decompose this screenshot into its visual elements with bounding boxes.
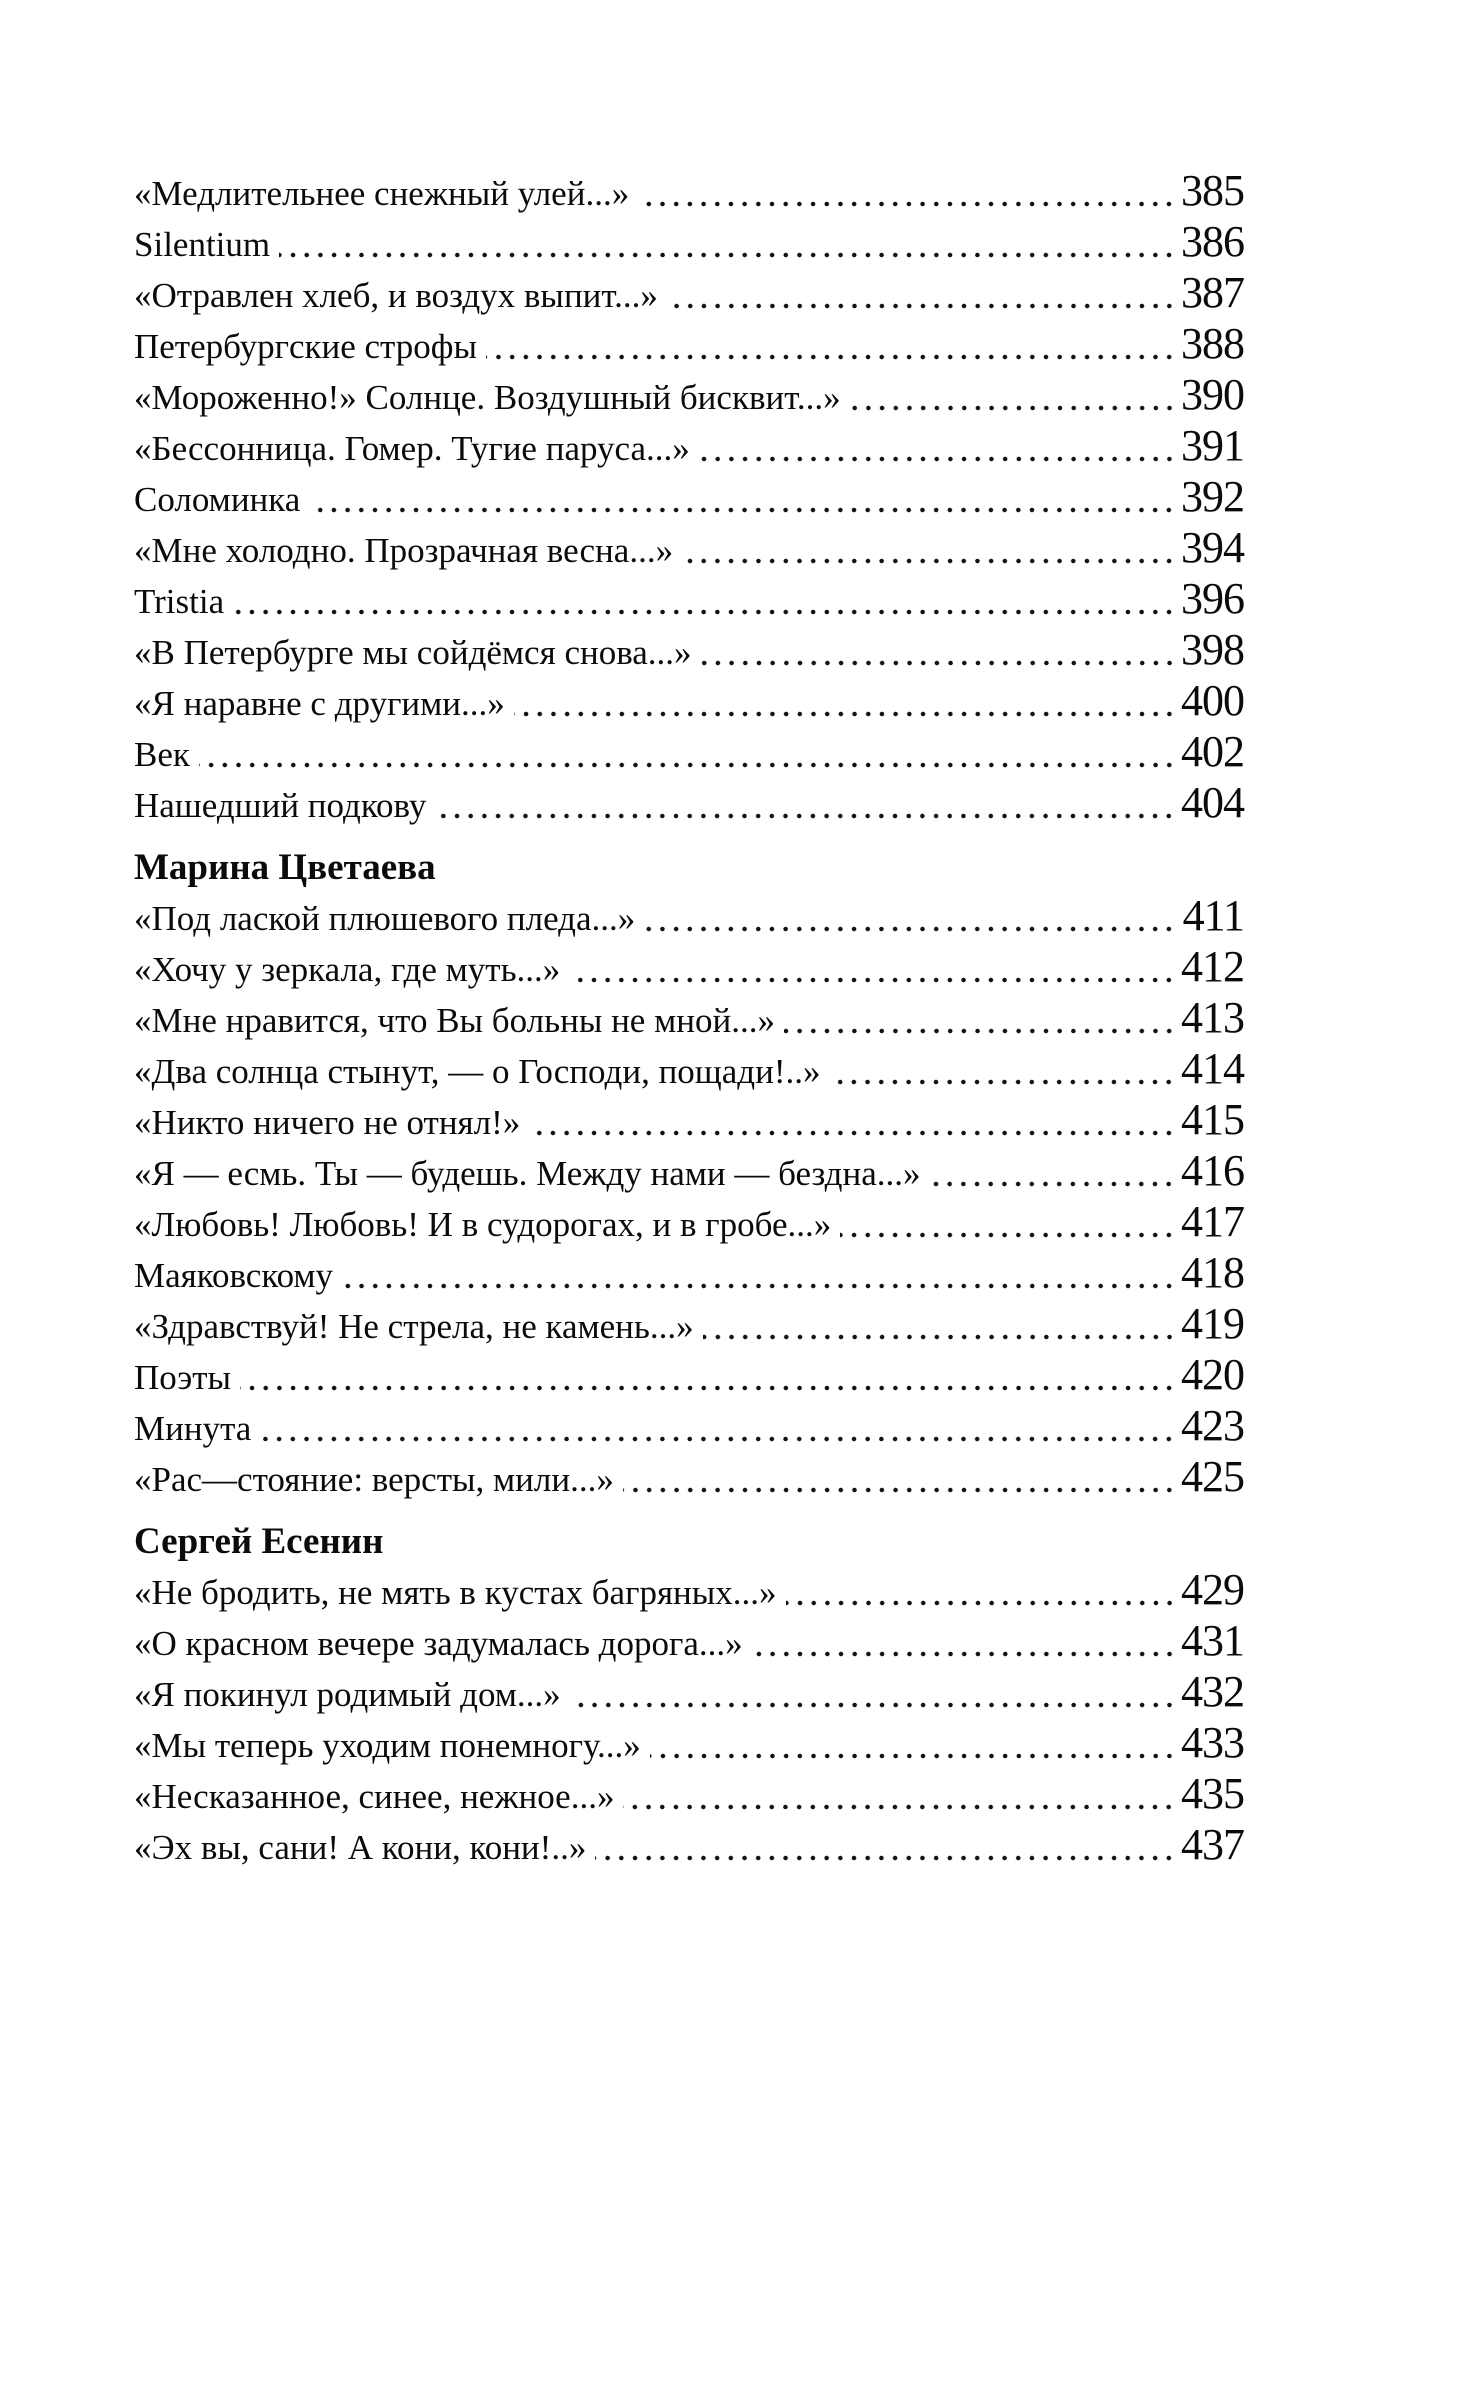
- toc-entry-page-number: 423: [1181, 1401, 1244, 1450]
- dot-leader: [784, 994, 1178, 1045]
- toc-entry-title: «Рас—стояние: версты, мили...»: [134, 1460, 614, 1499]
- dot-leader: [829, 1045, 1178, 1096]
- toc-entry: [134, 422, 1244, 473]
- toc-entry-page-number: 420: [1181, 1350, 1244, 1399]
- toc-entry: [134, 1566, 1244, 1617]
- dot-leader: [570, 1668, 1178, 1719]
- dot-leader: [703, 1300, 1178, 1351]
- toc-entry-title: Петербургские строфы: [134, 327, 477, 366]
- toc-entry-title: «Я покинул родимый дом...»: [134, 1675, 561, 1714]
- section-heading: Сергей Есенин: [134, 1521, 384, 1562]
- dot-leader: [199, 728, 1178, 779]
- dot-leader: [850, 371, 1178, 422]
- dot-leader: [682, 524, 1178, 575]
- section-heading: Марина Цветаева: [134, 847, 436, 888]
- toc-entry: [134, 1249, 1244, 1300]
- toc-entry-page-number: 415: [1181, 1095, 1244, 1144]
- toc-entry-page-number: 435: [1181, 1769, 1244, 1818]
- toc-entry-page-number: 414: [1181, 1044, 1244, 1093]
- toc-entry: [134, 473, 1244, 524]
- toc-entry-title: «Я — есмь. Ты — будешь. Между нами — бездна...»: [134, 1154, 921, 1193]
- toc-entry: [134, 626, 1244, 677]
- toc-entry: [134, 1821, 1244, 1872]
- dot-leader: [840, 1198, 1178, 1249]
- toc-entry-title: «Хочу у зеркала, где муть...»: [134, 950, 561, 989]
- toc-entry-title: «Мы теперь уходим понемногу...»: [134, 1726, 641, 1765]
- toc-entry-page-number: 398: [1181, 625, 1244, 674]
- dot-leader: [529, 1096, 1178, 1147]
- toc-entry: [134, 1719, 1244, 1770]
- toc-entry-title: «Я наравне с другими...»: [134, 684, 505, 723]
- toc-entry: [134, 1300, 1244, 1351]
- toc-entry-title: Минута: [134, 1409, 252, 1448]
- toc-entry-title: «Любовь! Любовь! И в судорогах, и в гробе...»: [134, 1205, 832, 1244]
- dot-leader: [514, 677, 1178, 728]
- toc-entry-title: «Бессонница. Гомер. Тугие паруса...»: [134, 429, 690, 468]
- toc-entry-page-number: 418: [1181, 1248, 1244, 1297]
- toc-entry-page-number: 404: [1181, 778, 1244, 827]
- toc-entry: [134, 1770, 1244, 1821]
- dot-leader: [260, 1402, 1178, 1453]
- toc-entry-title: «Мне холодно. Прозрачная весна...»: [134, 531, 674, 570]
- toc-entry: [134, 167, 1244, 218]
- dot-leader: [699, 422, 1178, 473]
- dot-leader: [569, 943, 1178, 994]
- toc-entry-page-number: 402: [1181, 727, 1244, 776]
- toc-entry-title: «Никто ничего не отнял!»: [134, 1103, 521, 1142]
- toc-entry-page-number: 417: [1181, 1197, 1244, 1246]
- dot-leader: [623, 1453, 1178, 1504]
- dot-leader: [701, 626, 1178, 677]
- toc-entry-page-number: 416: [1181, 1146, 1244, 1195]
- toc-entry-page-number: 400: [1181, 676, 1244, 725]
- toc-entry: [134, 218, 1244, 269]
- toc-entry: [134, 943, 1244, 994]
- dot-leader: [650, 1719, 1178, 1770]
- toc-entry-page-number: 432: [1181, 1667, 1244, 1716]
- toc-entry-title: «Медлительнее снежный улей...»: [134, 174, 630, 213]
- dot-leader: [752, 1617, 1178, 1668]
- dot-leader: [309, 473, 1178, 524]
- toc-entry-title: Маяковскому: [134, 1256, 334, 1295]
- toc-entry-page-number: 413: [1181, 993, 1244, 1042]
- toc-entry: [134, 728, 1244, 779]
- toc-entry: [134, 1617, 1244, 1668]
- toc-entry-page-number: 419: [1181, 1299, 1244, 1348]
- toc-entry-title: «Не бродить, не мять в кустах багряных...»: [134, 1573, 777, 1612]
- toc-entry: [134, 677, 1244, 728]
- toc-entry-title: «Эх вы, сани! А кони, кони!..»: [134, 1828, 587, 1867]
- toc-entry-page-number: 411: [1182, 891, 1244, 940]
- toc-entry-title: «Под лаской плюшевого пледа...»: [134, 899, 636, 938]
- toc-entry-title: «О красном вечере задумалась дорога...»: [134, 1624, 743, 1663]
- dot-leader: [667, 269, 1178, 320]
- toc-entry: [134, 1351, 1244, 1402]
- toc-entry-title: «Несказанное, синее, нежное...»: [134, 1777, 615, 1816]
- toc-entry: [134, 1096, 1244, 1147]
- toc-entry-title: «Отравлен хлеб, и воздух выпит...»: [134, 276, 658, 315]
- toc-entry-page-number: 391: [1181, 421, 1244, 470]
- toc-entry-title: Tristia: [134, 582, 225, 621]
- dot-leader: [342, 1249, 1178, 1300]
- toc-entry-page-number: 386: [1181, 217, 1244, 266]
- toc-entry-page-number: 437: [1181, 1820, 1244, 1869]
- toc-entry: [134, 1668, 1244, 1719]
- toc-entry-page-number: 425: [1181, 1452, 1244, 1501]
- toc-entry: [134, 320, 1244, 371]
- toc-entry-title: Поэты: [134, 1358, 232, 1397]
- toc-entry: [134, 575, 1244, 626]
- toc-entry: [134, 1453, 1244, 1504]
- toc-entry-title: Век: [134, 735, 190, 774]
- toc-entry: [134, 524, 1244, 575]
- toc-entry: [134, 994, 1244, 1045]
- toc-entry-page-number: 394: [1181, 523, 1244, 572]
- toc-entry: [134, 1045, 1244, 1096]
- toc-entry: [134, 1402, 1244, 1453]
- dot-leader: [595, 1821, 1178, 1872]
- toc-entry-page-number: 433: [1181, 1718, 1244, 1767]
- toc-entry-page-number: 385: [1181, 166, 1244, 215]
- table-of-contents: [134, 167, 1244, 1872]
- toc-entry-page-number: 388: [1181, 319, 1244, 368]
- dot-leader: [486, 320, 1178, 371]
- toc-entry: [134, 1147, 1244, 1198]
- toc-entry: [134, 371, 1244, 422]
- toc-entry-page-number: 396: [1181, 574, 1244, 623]
- toc-entry-page-number: 429: [1181, 1565, 1244, 1614]
- toc-entry-title: Silentium: [134, 225, 271, 264]
- toc-entry-title: «Мне нравится, что Вы больны не мной...»: [134, 1001, 775, 1040]
- dot-leader: [644, 892, 1178, 943]
- toc-entry-title: «Здравствуй! Не стрела, не камень...»: [134, 1307, 694, 1346]
- toc-entry: [134, 269, 1244, 320]
- dot-leader: [929, 1147, 1178, 1198]
- toc-entry-title: «Два солнца стынут, — о Господи, пощади!..»: [134, 1052, 821, 1091]
- toc-entry-page-number: 431: [1181, 1616, 1244, 1665]
- toc-entry-title: Соломинка: [134, 480, 301, 519]
- dot-leader: [638, 167, 1178, 218]
- toc-entry-title: «В Петербурге мы сойдёмся снова...»: [134, 633, 692, 672]
- dot-leader: [233, 575, 1178, 626]
- toc-entry-page-number: 392: [1181, 472, 1244, 521]
- dot-leader: [240, 1351, 1178, 1402]
- toc-entry: [134, 1198, 1244, 1249]
- dot-leader: [786, 1566, 1178, 1617]
- toc-entry-page-number: 387: [1181, 268, 1244, 317]
- toc-entry: [134, 892, 1244, 943]
- toc-entry-page-number: 390: [1181, 370, 1244, 419]
- dot-leader: [435, 779, 1178, 830]
- toc-entry-page-number: 412: [1181, 942, 1244, 991]
- toc-entry: [134, 779, 1244, 830]
- dot-leader: [623, 1770, 1178, 1821]
- toc-entry-title: Нашедший подкову: [134, 786, 427, 825]
- toc-entry-title: «Мороженно!» Солнце. Воздушный бисквит...»: [134, 378, 841, 417]
- dot-leader: [279, 218, 1178, 269]
